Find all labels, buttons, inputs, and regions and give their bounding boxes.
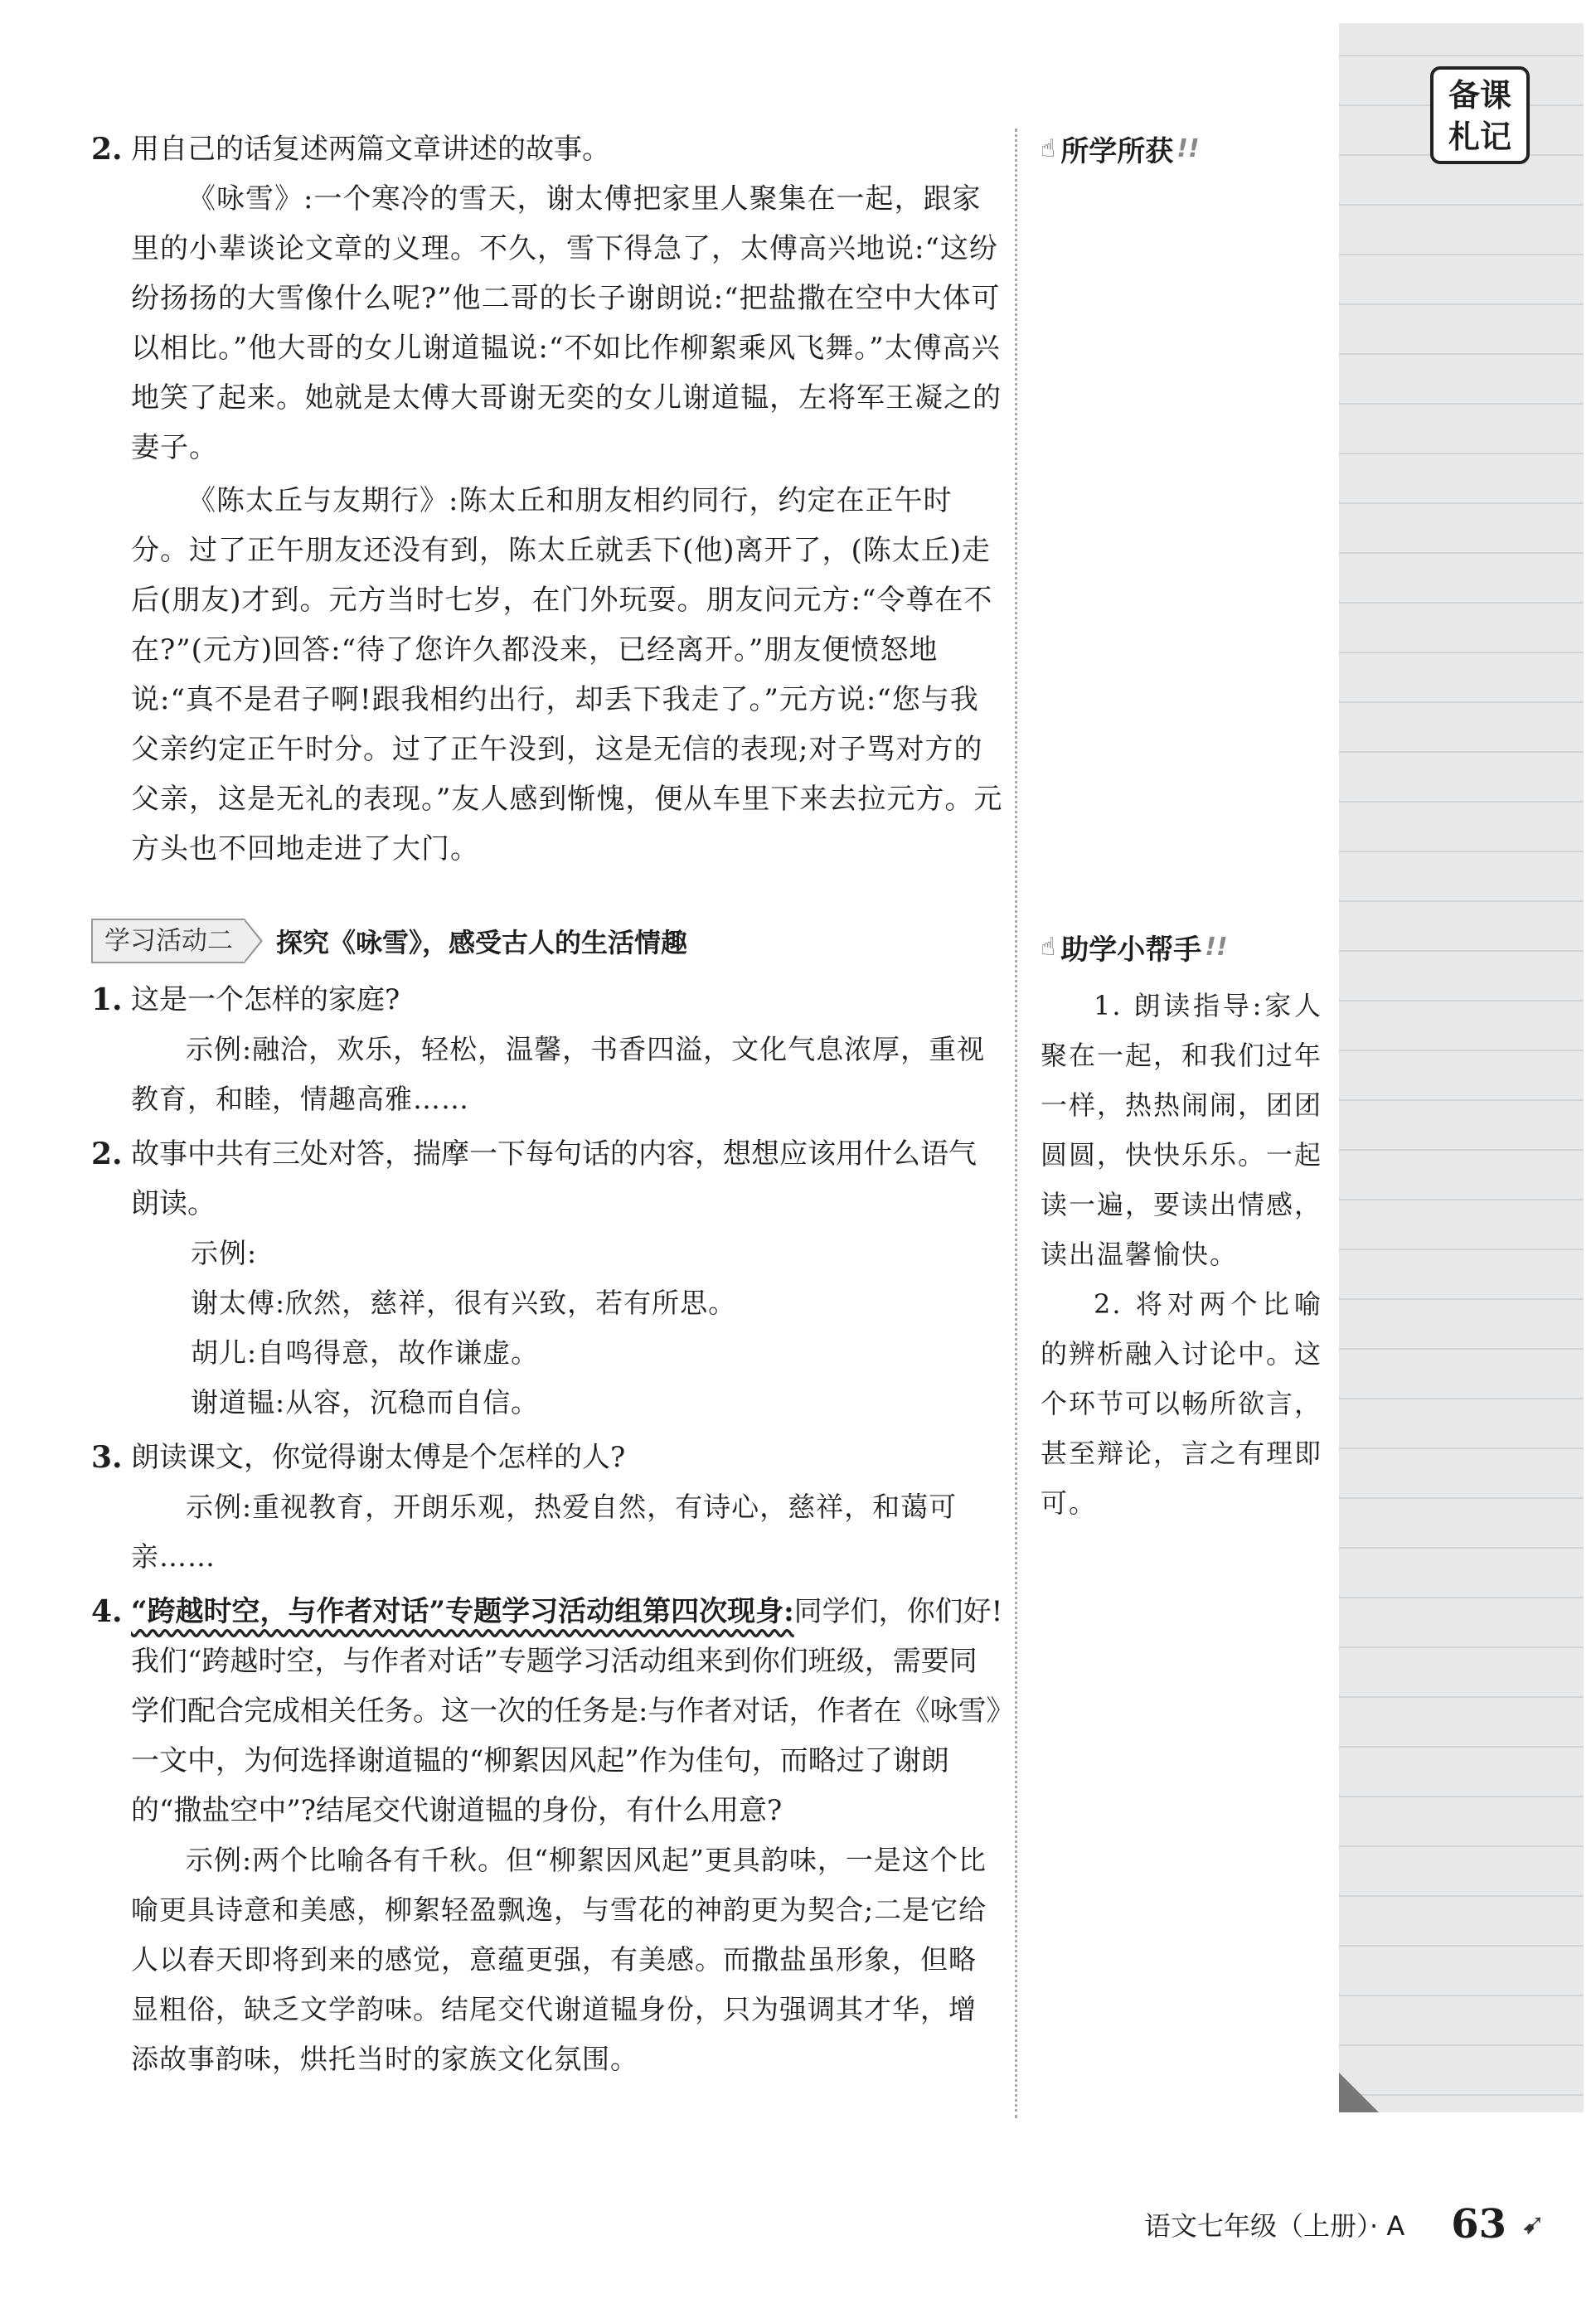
main-column (91, 124, 1003, 2084)
section-title: 探究《咏雪》，感受古人的生活情趣 (276, 927, 688, 958)
retell-yongxue: 《咏雪》:一个寒冷的雪天，谢太傅把家里人聚集在一起，跟家里的小辈谈论文章的义理。不久，雪下得急了，太傅高兴地说:“这纷纷扬扬的大雪像什么呢?”他二哥的长子谢朗说:“把盐撒在空中大体可以相比。”他大哥的女儿谢道韫说:“不如比作柳絮乘风飞舞。”太傅高兴地笑了起来。她就是太傅大哥谢无奕的女儿谢道韫，左将军王凝之的妻子。 (131, 182, 1002, 464)
thumbs-up-icon: ☝ (1041, 933, 1056, 962)
answer-2-line-1: 谢太傅:欣然，慈祥，很有兴致，若有所思。 (191, 1287, 737, 1319)
question-2: 2. 故事中共有三处对答，揣摩一下每句话的内容，想想应该用什么语气朗读。 (91, 1137, 977, 1220)
gain-title: 所学所获 (1060, 135, 1174, 168)
page-fold-corner (1339, 2073, 1379, 2112)
arrow-corner-icon: ➹ (1521, 2208, 1545, 2241)
lesson-notes-strip (1339, 23, 1584, 2112)
question-4-lead: “跨越时空，与作者对话”专题学习活动组第四次现身: (131, 1595, 794, 1628)
exclaim-icon: !! (1205, 933, 1228, 962)
helper-tip-2: 2. 将对两个比喻的辨析融入讨论中。这个环节可以畅所欲言，甚至辩论，言之有理即可。 (1041, 1288, 1323, 1519)
question-3: 3. 朗读课文，你觉得谢太傅是个怎样的人? (91, 1440, 626, 1475)
question-4-text: 同学们，你们好!我们“跨越时空，与作者对话”专题学习活动组来到你们班级，需要同学们配合完成相关任务。这一次的任务是:与作者对话，作者在《咏雪》一文中，为何选择谢道韫的“柳絮因风起”作为佳句，而略过了谢朗的“撒盐空中”?结尾交代谢道韫的身份，有什么用意? (131, 1595, 1003, 1827)
answer-1: 示例:融洽，欢乐，轻松，温馨，书香四溢，文化气息浓厚，重视教育，和睦，情趣高雅…… (131, 1033, 986, 1115)
question-1: 1. 这是一个怎样的家庭? (91, 982, 400, 1017)
page-footer (1144, 2201, 1545, 2248)
answer-2-example: 示例: (191, 1237, 258, 1269)
question-retell: 2. 用自己的话复述两篇文章讲述的故事。 (91, 132, 610, 167)
section-tag: 学习活动二 (91, 919, 245, 963)
question-4: 4. “跨越时空，与作者对话”专题学习活动组第四次现身:同学们，你们好!我们“跨越时空，与作者对话”专题学习活动组来到你们班级，需要同学们配合完成相关任务。这一次的任务是:与作者对话，作者在《咏雪》一文中，为何选择谢道韫的“柳絮因风起”作为佳句，而略过了谢朗的“撒盐空中”?结尾交代谢道韫的身份，有什么用意? (91, 1594, 1003, 1827)
exclaim-icon: !! (1176, 134, 1200, 163)
answer-3: 示例:重视教育，开朗乐观，热爱自然，有诗心，慈祥，和蔼可亲…… (131, 1491, 958, 1573)
thumbs-up-icon: ☝ (1041, 134, 1056, 163)
lesson-notes-title: 备课 札记 (1430, 66, 1530, 164)
sidebar-helper (1041, 927, 1322, 1528)
page-number: 63 (1451, 2201, 1507, 2248)
retell-chentaiqiu: 《陈太丘与友期行》:陈太丘和朋友相约同行，约定在正午时分。过了正午朋友还没有到，陈太丘就丢下(他)离开了，(陈太丘)走后(朋友)才到。元方当时七岁，在门外玩耍。朋友问元方:“令尊在不在?”(元方)回答:“待了您许久都没来，已经离开。”朋友便愤怒地说:“真不是君子啊!跟我相约出行，却丢下我走了。”元方说:“您与我父亲约定正午时分。过了正午没到，这是无信的表现;对子骂对方的父亲，这是无礼的表现。”友人感到惭愧，便从车里下来去拉元方。元方头也不回地走进了大门。 (131, 484, 1003, 866)
answer-2-line-3: 谢道韫:从容，沉稳而自信。 (191, 1386, 540, 1418)
section-header (91, 915, 1003, 967)
column-divider (1015, 128, 1017, 2118)
helper-tip-1: 1. 朗读指导:家人聚在一起，和我们过年一样，热热闹闹，团团圆圆，快快乐乐。一起读一遍，要读出情感，读出温馨愉快。 (1041, 990, 1323, 1270)
sidebar-gain (1041, 128, 1322, 169)
book-label: 语文七年级（上册）· A (1144, 2210, 1405, 2242)
helper-title: 助学小帮手 (1060, 933, 1202, 967)
answer-2-line-2: 胡儿:自鸣得意，故作谦虚。 (191, 1336, 540, 1369)
answer-4: 示例:两个比喻各有千秋。但“柳絮因风起”更具韵味，一是这个比喻更具诗意和美感，柳絮轻盈飘逸，与雪花的神韵更为契合;二是它给人以春天即将到来的感觉，意蕴更强，有美感。而撒盐虽形象，但略显粗俗，缺乏文学韵味。结尾交代谢道韫身份，只为强调其才华，增添故事韵味，烘托当时的家族文化氛围。 (131, 1844, 987, 2075)
